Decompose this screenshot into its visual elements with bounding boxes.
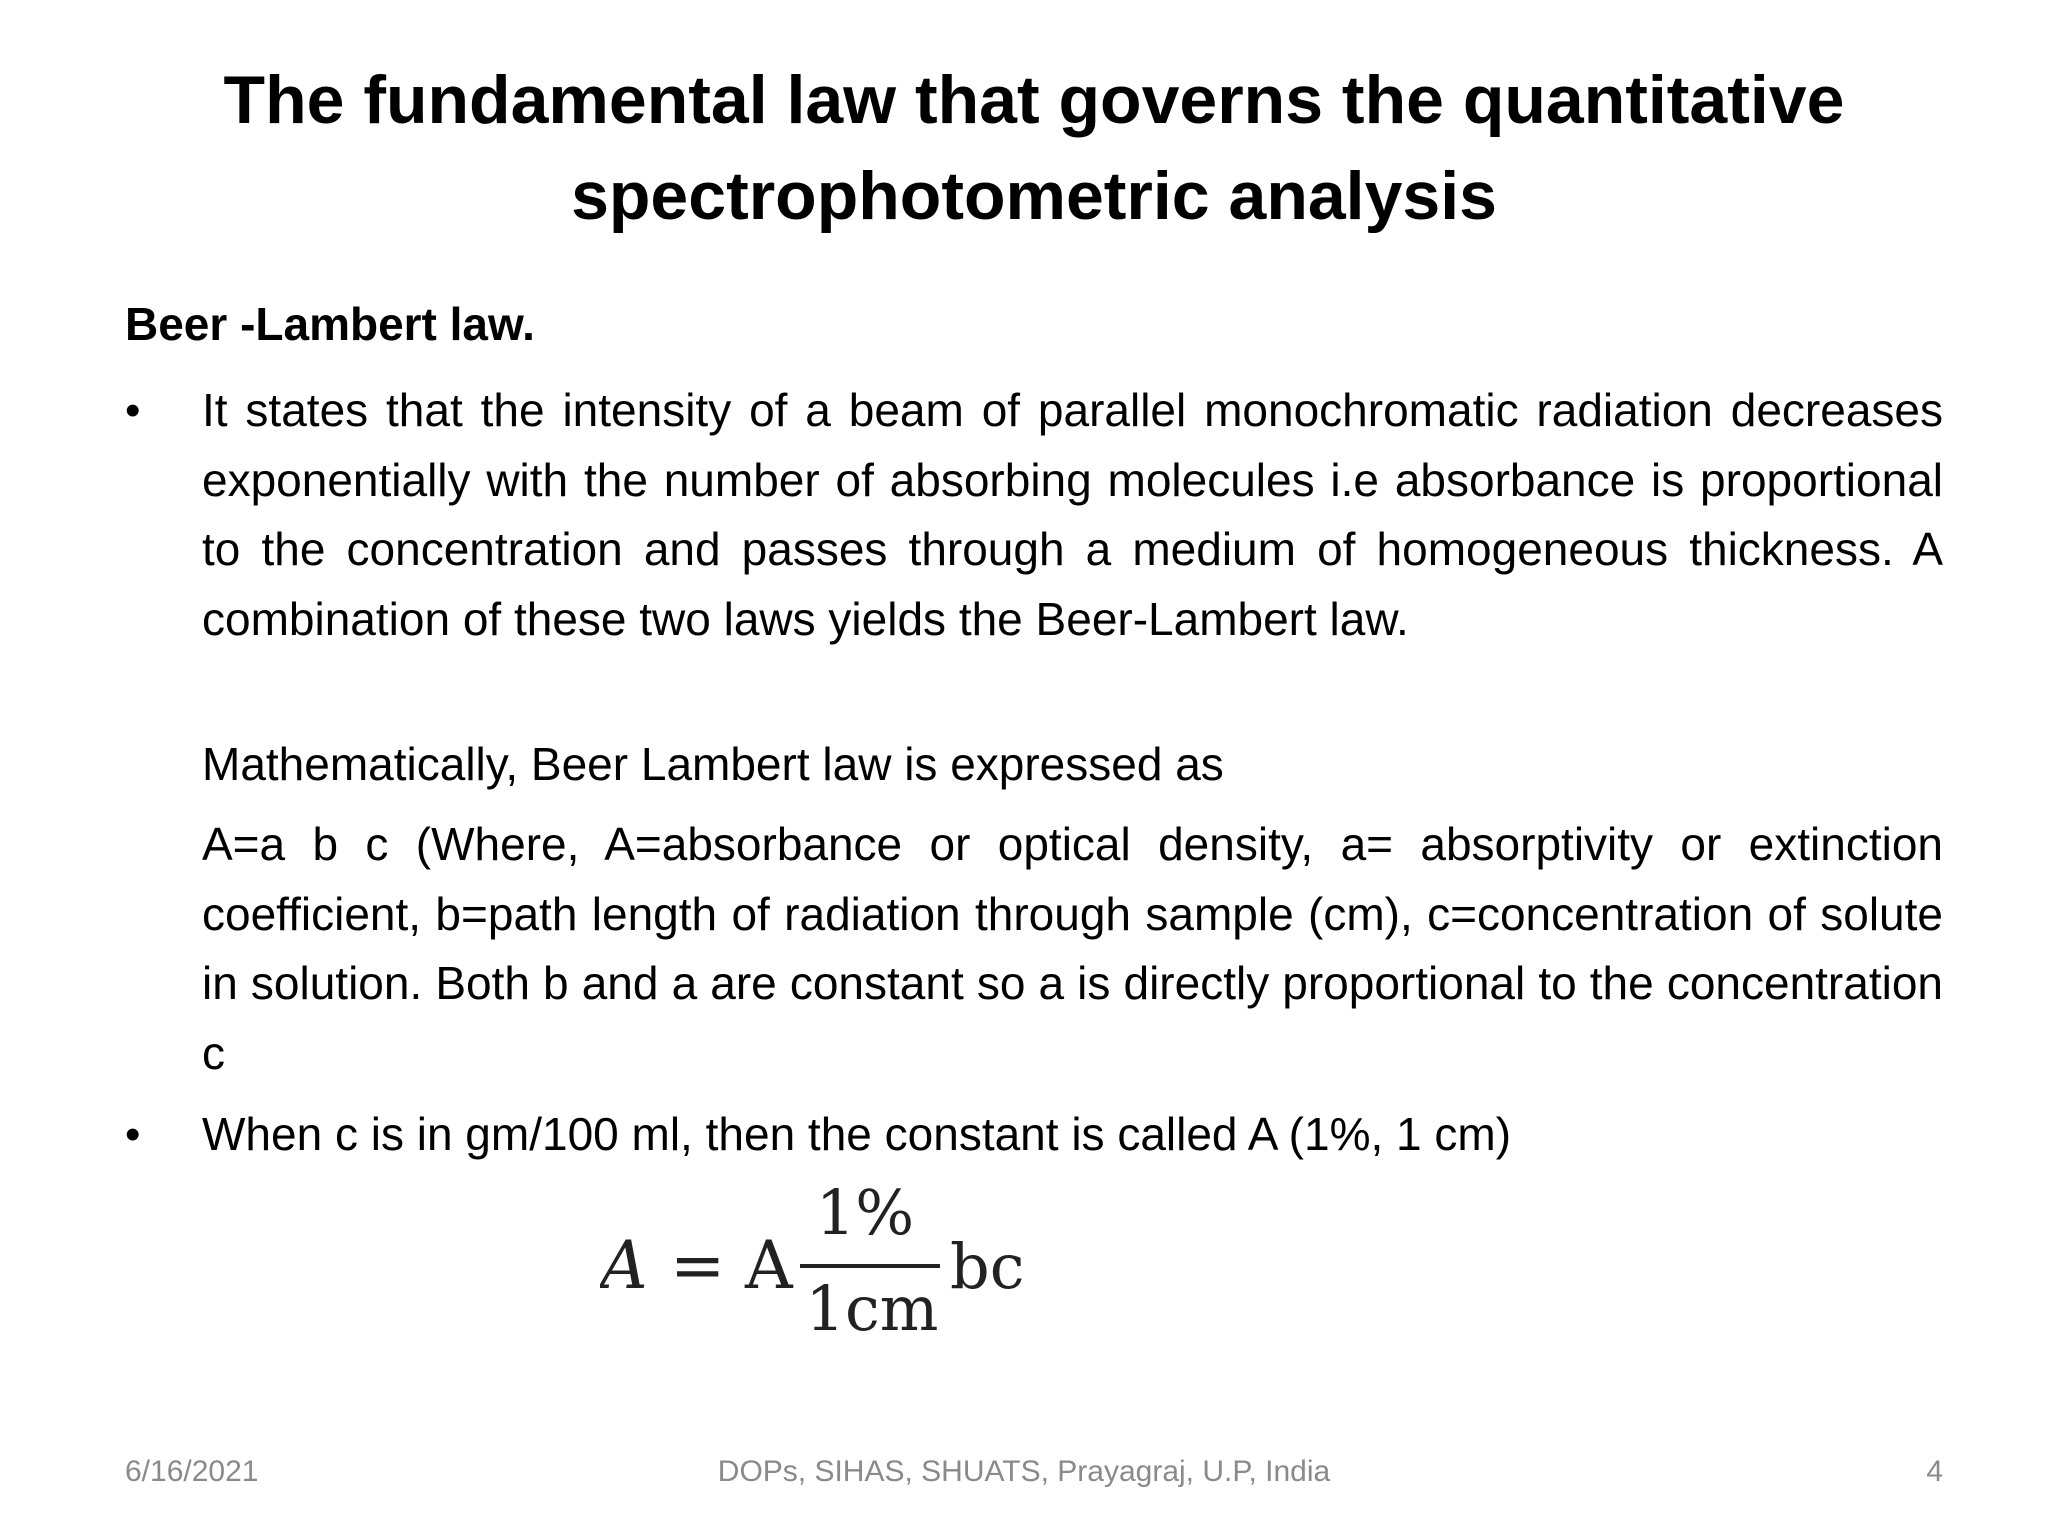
bullet-item-constant xyxy=(125,1100,1943,1170)
formula-denominator: 1cm xyxy=(805,1272,939,1345)
formula-numerator: 1% xyxy=(815,1180,915,1249)
bullet-marker: • xyxy=(125,1110,141,1159)
footer-page-number: 4 xyxy=(1926,1455,1943,1488)
math-intro-paragraph: Mathematically, Beer Lambert law is expressed as xyxy=(202,738,1224,790)
section-heading: Beer -Lambert law. xyxy=(125,298,535,350)
equation-explanation-paragraph: A=a b c (Where, A=absorbance or optical density, a= absorptivity or extinction coefficient, b=path length of radiation through sample (cm), c=concentration of solute in solution. Both b and a are constant so a is directly proportional to the concentration c xyxy=(202,818,1943,1079)
formula-graphic xyxy=(600,1180,1050,1360)
beer-lambert-formula xyxy=(600,1180,1050,1360)
bullet-marker: • xyxy=(125,386,141,435)
formula-lhs: A xyxy=(600,1227,648,1304)
title-line-1: The fundamental law that governs the quantitative xyxy=(223,62,1845,138)
formula-suffix: bc xyxy=(950,1230,1025,1303)
bullet-item-definition xyxy=(125,376,1943,654)
formula-equals: = xyxy=(670,1227,726,1304)
bullet-text-constant: When c is in gm/100 ml, then the constant is called A (1%, 1 cm) xyxy=(202,1108,1512,1160)
slide-title xyxy=(120,52,1948,244)
title-line-2: spectrophotometric analysis xyxy=(571,158,1497,234)
bullet-text-definition: It states that the intensity of a beam of parallel monochromatic radiation decreases exponentially with the number of absorbing molecules i.e absorbance is proportional to the concentration and passes through a medium of homogeneous thickness. A combination of these two laws yields the Beer-Lambert law. xyxy=(202,384,1943,645)
formula-coefficient: A xyxy=(745,1227,793,1304)
footer-institution: DOPs, SIHAS, SHUATS, Prayagraj, U.P, India xyxy=(717,1455,1331,1488)
footer-date: 6/16/2021 xyxy=(125,1455,259,1488)
